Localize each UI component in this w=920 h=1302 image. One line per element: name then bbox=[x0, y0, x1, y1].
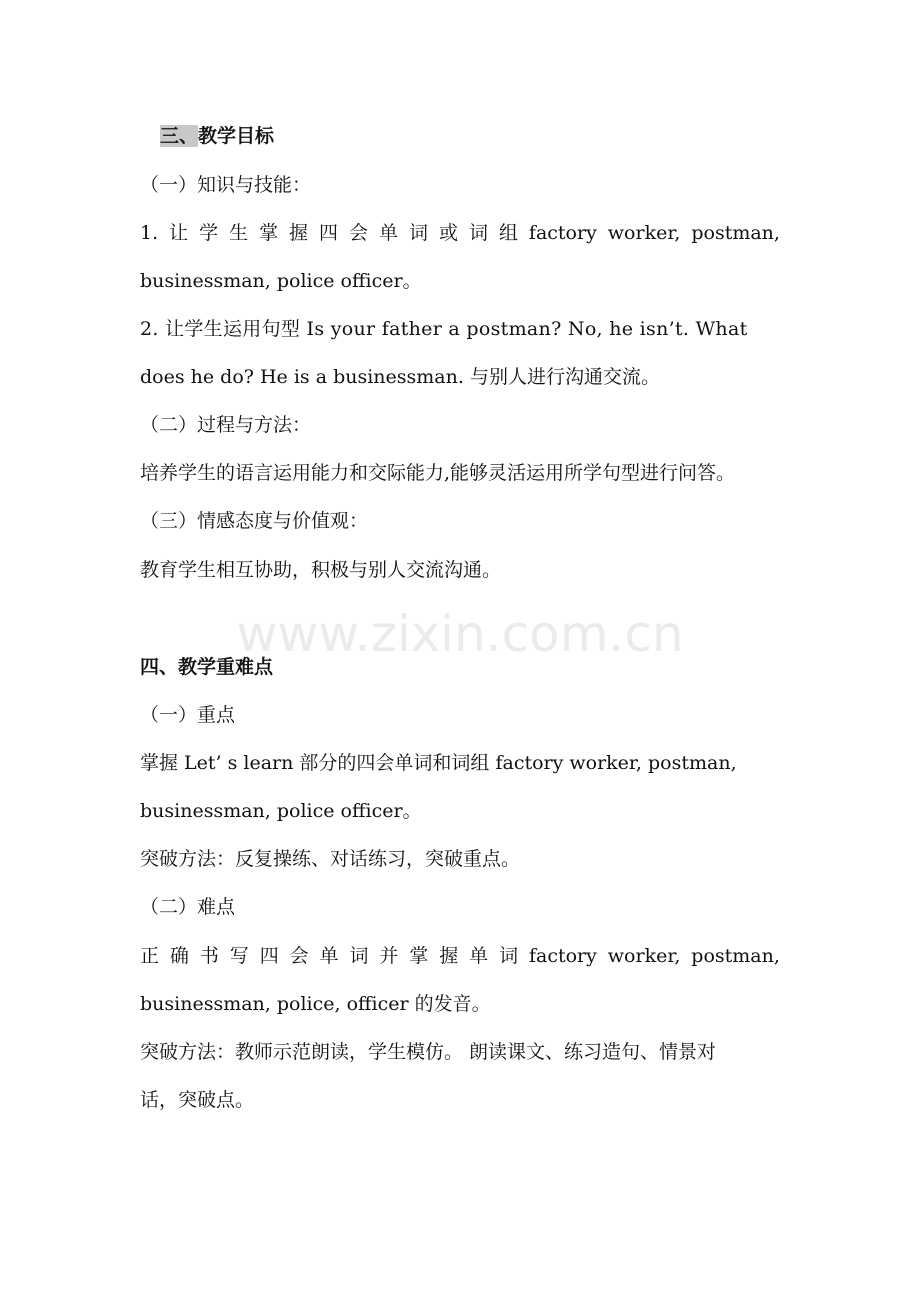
watermark: www.zixin.com.cn bbox=[236, 605, 684, 663]
item1-word: postman, bbox=[691, 222, 780, 244]
diff-word: 会 bbox=[289, 945, 309, 967]
diff-word: 写 bbox=[229, 945, 249, 967]
diff-word: 书 bbox=[199, 945, 219, 967]
section-3-sub2-text: 培养学生的语言运用能力和交际能力,能够灵活运用所学句型进行问答。 bbox=[140, 462, 736, 484]
section-4-diff-line2: businessman, police, officer 的发音。 bbox=[140, 993, 491, 1015]
section-4-key-line1: 掌握 Let’ s learn 部分的四会单词和词组 factory worker, postman, bbox=[140, 752, 737, 774]
item1-word: 学 bbox=[199, 222, 219, 244]
section-3-sub3: （三）情感态度与价值观： bbox=[140, 510, 369, 532]
item1-word: 词 bbox=[408, 222, 428, 244]
diff-word: 单 bbox=[469, 945, 489, 967]
diff-word: factory bbox=[528, 945, 597, 967]
section-3-sub1: （一）知识与技能： bbox=[140, 174, 312, 196]
section-4-diff-method-line1: 突破方法：教师示范朗读，学生模仿。 朗读课文、练习造句、情景对 bbox=[140, 1041, 717, 1063]
item1-word: 1. bbox=[140, 222, 159, 244]
item1-word: worker, bbox=[607, 222, 681, 244]
section-3-heading bbox=[160, 124, 274, 148]
diff-word: worker, bbox=[607, 945, 681, 967]
item1-word: 会 bbox=[349, 222, 369, 244]
diff-word: 词 bbox=[349, 945, 369, 967]
section-3-sub2: （二）过程与方法： bbox=[140, 414, 312, 436]
diff-word: 握 bbox=[439, 945, 459, 967]
diff-word: 并 bbox=[379, 945, 399, 967]
diff-word: 确 bbox=[169, 945, 189, 967]
diff-word: 四 bbox=[259, 945, 279, 967]
section-4-sub1: （一）重点 bbox=[140, 704, 236, 726]
diff-word: 单 bbox=[319, 945, 339, 967]
item1-word: 词 bbox=[468, 222, 488, 244]
item1-word: 生 bbox=[229, 222, 249, 244]
section-4-key-method: 突破方法：反复操练、对话练习，突破重点。 bbox=[140, 848, 521, 870]
item1-word: 或 bbox=[438, 222, 458, 244]
section-4-key-line2: businessman, police officer。 bbox=[140, 800, 422, 822]
section-3-number: 三、 bbox=[160, 125, 199, 147]
section-3-item1-cont: businessman, police officer。 bbox=[140, 270, 422, 292]
diff-word: 词 bbox=[499, 945, 519, 967]
diff-word: postman, bbox=[691, 945, 780, 967]
item1-word: 掌 bbox=[259, 222, 279, 244]
section-3-item1 bbox=[140, 221, 780, 245]
item1-word: 单 bbox=[379, 222, 399, 244]
section-4-diff-method-line2: 话，突破点。 bbox=[140, 1089, 255, 1111]
item1-word: 握 bbox=[289, 222, 309, 244]
diff-word: 正 bbox=[140, 945, 160, 967]
diff-word: 掌 bbox=[409, 945, 429, 967]
item1-word: 让 bbox=[169, 222, 189, 244]
item1-word: 组 bbox=[498, 222, 518, 244]
section-4-sub2: （二）难点 bbox=[140, 896, 236, 918]
section-3-sub3-text: 教育学生相互协助，积极与别人交流沟通。 bbox=[140, 559, 502, 581]
item1-word: factory bbox=[528, 222, 597, 244]
section-3-title: 教学目标 bbox=[198, 125, 275, 147]
section-4-heading: 四、教学重难点 bbox=[140, 656, 274, 678]
section-3-item2-line2: does he do? He is a businessman. 与别人进行沟通交流。 bbox=[140, 366, 660, 388]
item1-word: 四 bbox=[319, 222, 339, 244]
section-3-item2-line1: 2. 让学生运用句型 Is your father a postman? No, he isn’t. What bbox=[140, 318, 748, 340]
section-4-diff-line1 bbox=[140, 944, 780, 968]
